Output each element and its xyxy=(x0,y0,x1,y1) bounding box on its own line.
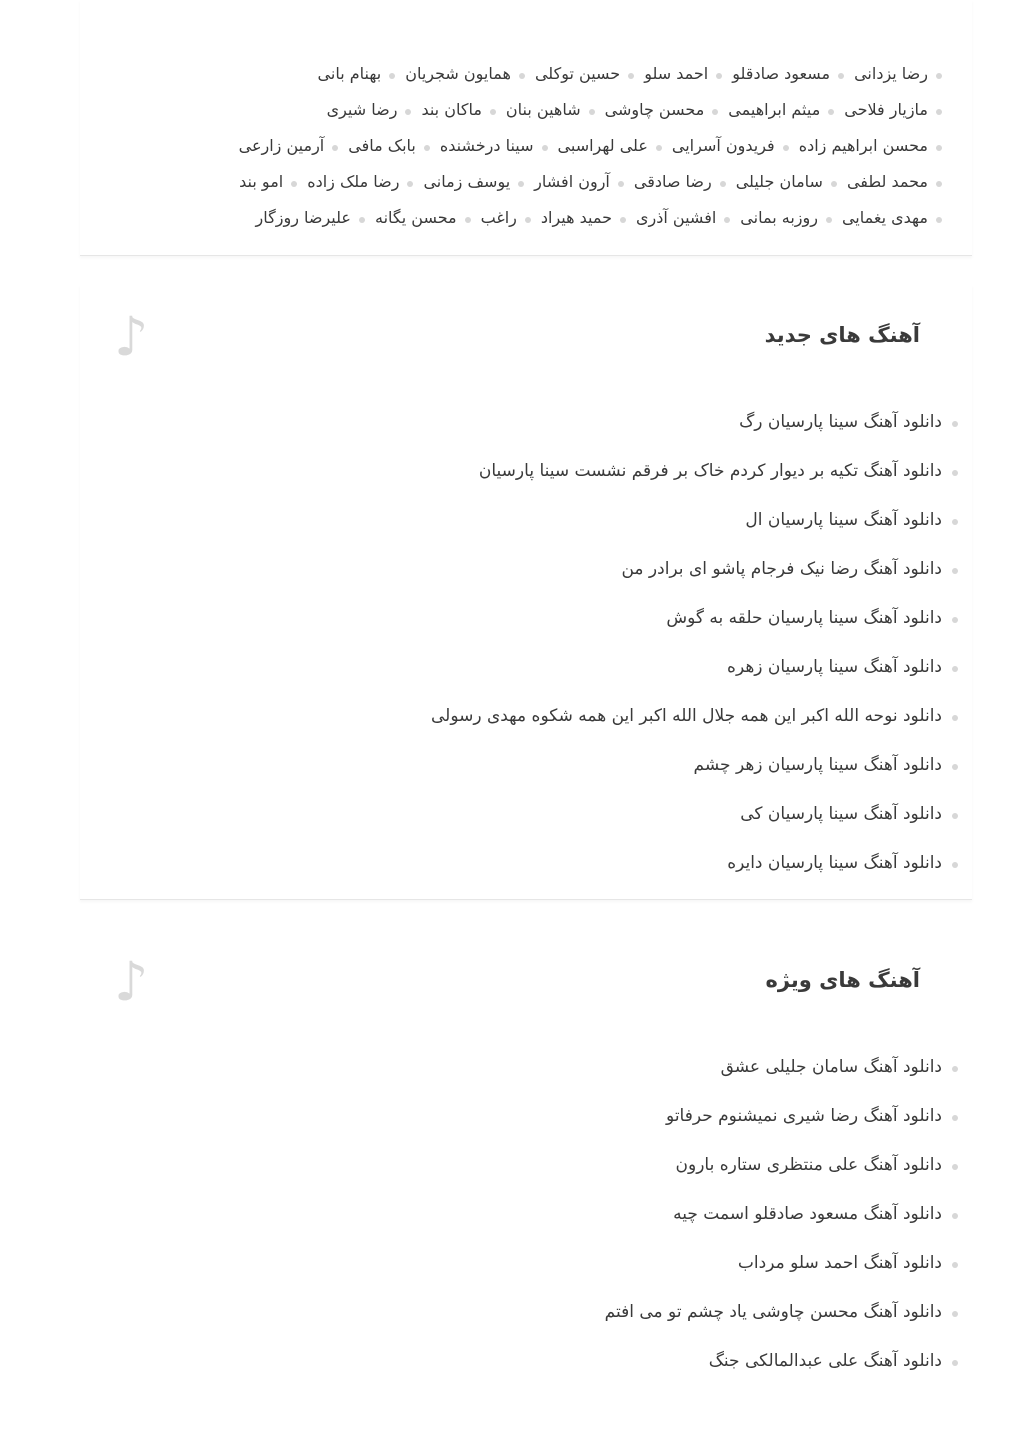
song-link[interactable] xyxy=(431,544,958,593)
bullet-dot-icon xyxy=(407,181,413,187)
artist-link[interactable] xyxy=(799,134,942,158)
bullet-dot-icon xyxy=(518,181,524,187)
artist-link[interactable] xyxy=(405,62,525,86)
artist-link[interactable] xyxy=(348,134,430,158)
artist-row xyxy=(327,98,942,122)
bullet-dot-icon xyxy=(405,109,411,115)
artist-name: بهنام بانی xyxy=(317,64,382,83)
artist-name: علیرضا روزگار xyxy=(255,208,351,227)
bullet-dot-icon xyxy=(716,73,722,79)
artist-name: راغب xyxy=(480,208,517,227)
song-title: دانلود آهنگ سامان جلیلی عشق xyxy=(720,1056,942,1077)
song-link[interactable] xyxy=(605,1042,958,1091)
song-title: دانلود آهنگ سینا پارسیان دایره xyxy=(727,852,942,873)
artist-link[interactable] xyxy=(636,206,730,230)
bullet-dot-icon xyxy=(620,217,626,223)
artist-name: احمد سلو xyxy=(644,64,709,83)
artist-name: روزبه بمانی xyxy=(740,208,818,227)
artist-link[interactable] xyxy=(421,98,495,122)
song-title: دانلود آهنگ محسن چاوشی یاد چشم تو می افتم xyxy=(604,1301,942,1322)
song-title: دانلود نوحه الله اکبر این همه جلال الله اکبر این همه شکوه مهدی رسولی xyxy=(430,705,942,726)
bullet-dot-icon xyxy=(720,181,726,187)
artist-link[interactable] xyxy=(854,62,942,86)
artist-link[interactable] xyxy=(634,170,726,194)
bullet-dot-icon xyxy=(952,421,958,427)
bullet-dot-icon xyxy=(936,181,942,187)
artist-row xyxy=(239,134,942,158)
artist-link[interactable] xyxy=(239,170,297,194)
song-link[interactable] xyxy=(431,495,958,544)
artist-link[interactable] xyxy=(728,98,834,122)
bullet-dot-icon xyxy=(465,217,471,223)
artist-name: رضا شیری xyxy=(326,100,398,119)
artist-link[interactable] xyxy=(558,134,662,158)
bullet-dot-icon xyxy=(838,73,844,79)
bullet-dot-icon xyxy=(936,109,942,115)
bullet-dot-icon xyxy=(936,145,942,151)
artist-link[interactable] xyxy=(541,206,626,230)
artist-link[interactable] xyxy=(506,98,595,122)
song-link[interactable] xyxy=(431,446,958,495)
featured-songs-card xyxy=(80,930,972,1400)
bullet-dot-icon xyxy=(490,109,496,115)
song-link[interactable] xyxy=(431,838,958,887)
artist-name: سینا درخشنده xyxy=(439,136,534,155)
artist-link[interactable] xyxy=(318,62,396,86)
new-songs-card xyxy=(80,285,972,900)
bullet-dot-icon xyxy=(831,181,837,187)
song-link[interactable] xyxy=(431,593,958,642)
bullet-dot-icon xyxy=(952,568,958,574)
bullet-dot-icon xyxy=(952,617,958,623)
song-title: دانلود آهنگ سینا پارسیان رگ xyxy=(739,411,942,432)
song-link[interactable] xyxy=(431,740,958,789)
artist-link[interactable] xyxy=(440,134,548,158)
song-title: دانلود آهنگ سینا پارسیان ال xyxy=(745,509,942,530)
bullet-dot-icon xyxy=(952,1066,958,1072)
bullet-dot-icon xyxy=(952,470,958,476)
artist-link[interactable] xyxy=(327,98,412,122)
song-link[interactable] xyxy=(605,1336,958,1385)
artist-link[interactable] xyxy=(844,98,942,122)
song-title: دانلود آهنگ احمد سلو مرداب xyxy=(737,1252,942,1273)
bullet-dot-icon xyxy=(952,1360,958,1366)
artist-link[interactable] xyxy=(605,98,719,122)
artist-name: امو بند xyxy=(239,172,284,191)
bullet-dot-icon xyxy=(952,1311,958,1317)
bullet-dot-icon xyxy=(783,145,789,151)
bullet-dot-icon xyxy=(628,73,634,79)
artist-name: میثم ابراهیمی xyxy=(728,100,821,119)
song-link[interactable] xyxy=(431,789,958,838)
bullet-dot-icon xyxy=(952,519,958,525)
artist-row xyxy=(256,206,942,230)
artist-link[interactable] xyxy=(535,62,634,86)
artist-name: فریدون آسرایی xyxy=(671,136,775,155)
song-link[interactable] xyxy=(605,1238,958,1287)
song-link[interactable] xyxy=(605,1140,958,1189)
bullet-dot-icon xyxy=(826,217,832,223)
song-link[interactable] xyxy=(605,1287,958,1336)
bullet-dot-icon xyxy=(952,1115,958,1121)
artist-name: مهدی یغمایی xyxy=(841,208,928,227)
song-title: دانلود آهنگ علی عبدالمالکی جنگ xyxy=(708,1350,942,1371)
bullet-dot-icon xyxy=(424,145,430,151)
bullet-dot-icon xyxy=(519,73,525,79)
music-note-icon: ♪ xyxy=(114,950,149,1013)
featured-songs-list xyxy=(605,1042,958,1385)
artist-name: یوسف زمانی xyxy=(423,172,511,191)
bullet-dot-icon xyxy=(936,217,942,223)
artist-name: محسن ابراهیم زاده xyxy=(798,136,928,155)
artist-name: بابک مافی xyxy=(348,136,416,155)
bullet-dot-icon xyxy=(291,181,297,187)
bullet-dot-icon xyxy=(952,1213,958,1219)
artist-link[interactable] xyxy=(307,170,413,194)
artist-row xyxy=(318,62,942,86)
song-title: دانلود آهنگ علی منتظری ستاره بارون xyxy=(675,1154,942,1175)
bullet-dot-icon xyxy=(724,217,730,223)
featured-songs-title: آهنگ های ویژه xyxy=(765,968,920,992)
artist-link[interactable] xyxy=(256,206,365,230)
bullet-dot-icon xyxy=(828,109,834,115)
artist-link[interactable] xyxy=(736,170,837,194)
artists-card xyxy=(80,0,972,256)
bullet-dot-icon xyxy=(618,181,624,187)
song-link[interactable] xyxy=(431,397,958,446)
song-title: دانلود آهنگ رضا شیری نمیشنوم حرفاتو xyxy=(666,1105,942,1126)
bullet-dot-icon xyxy=(589,109,595,115)
new-songs-title: آهنگ های جدید xyxy=(764,323,920,347)
artist-link[interactable] xyxy=(375,206,471,230)
artist-name: آرون افشار xyxy=(534,172,610,191)
artist-name: رضا صادقی xyxy=(633,172,712,191)
bullet-dot-icon xyxy=(359,217,365,223)
song-link[interactable] xyxy=(431,691,958,740)
bullet-dot-icon xyxy=(542,145,548,151)
artist-name: حمید هیراد xyxy=(540,208,612,227)
artist-name: رضا یزدانی xyxy=(854,64,928,83)
artist-name: سامان جلیلی xyxy=(735,172,823,191)
artist-link[interactable] xyxy=(239,134,339,158)
artist-link[interactable] xyxy=(481,206,531,230)
bullet-dot-icon xyxy=(656,145,662,151)
artist-name: شاهین بنان xyxy=(505,100,581,119)
new-songs-list xyxy=(431,397,958,887)
artist-name: آرمین زارعی xyxy=(238,136,325,155)
song-title: دانلود آهنگ مسعود صادقلو اسمت چیه xyxy=(673,1203,942,1224)
artist-name: همایون شجریان xyxy=(405,64,511,83)
bullet-dot-icon xyxy=(952,1164,958,1170)
song-title: دانلود آهنگ تکیه بر دیوار کردم خاک بر فرقم نشست سینا پارسیان xyxy=(478,460,942,481)
bullet-dot-icon xyxy=(952,862,958,868)
bullet-dot-icon xyxy=(952,715,958,721)
bullet-dot-icon xyxy=(952,1262,958,1268)
artist-link[interactable] xyxy=(672,134,789,158)
artist-name: محسن چاوشی xyxy=(604,100,705,119)
bullet-dot-icon xyxy=(712,109,718,115)
song-title: دانلود آهنگ سینا پارسیان زهره xyxy=(727,656,942,677)
bullet-dot-icon xyxy=(525,217,531,223)
artist-link[interactable] xyxy=(644,62,722,86)
artist-link[interactable] xyxy=(534,170,624,194)
artist-name: محمد لطفی xyxy=(846,172,928,191)
artist-name: مسعود صادقلو xyxy=(732,64,831,83)
bullet-dot-icon xyxy=(332,145,338,151)
song-title: دانلود آهنگ سینا پارسیان حلقه به گوش xyxy=(666,607,942,628)
artist-name: رضا ملک زاده xyxy=(307,172,400,191)
artist-name: مازیار فلاحی xyxy=(844,100,928,119)
artist-link[interactable] xyxy=(847,170,942,194)
song-link[interactable] xyxy=(605,1091,958,1140)
artist-link[interactable] xyxy=(842,206,942,230)
song-title: دانلود آهنگ رضا نیک فرجام پاشو ای برادر من xyxy=(621,558,942,579)
bullet-dot-icon xyxy=(952,764,958,770)
artist-name: ماکان بند xyxy=(421,100,482,119)
artist-name: حسین توکلی xyxy=(534,64,621,83)
song-title: دانلود آهنگ سینا پارسیان زهر چشم xyxy=(693,754,942,775)
bullet-dot-icon xyxy=(389,73,395,79)
artist-row xyxy=(239,170,942,194)
song-link[interactable] xyxy=(431,642,958,691)
bullet-dot-icon xyxy=(936,73,942,79)
artist-name: محسن یگانه xyxy=(374,208,457,227)
artist-name: علی لهراسبی xyxy=(557,136,648,155)
artist-link[interactable] xyxy=(740,206,832,230)
bullet-dot-icon xyxy=(952,666,958,672)
artist-name: افشین آذری xyxy=(636,208,717,227)
artist-link[interactable] xyxy=(423,170,524,194)
bullet-dot-icon xyxy=(952,813,958,819)
song-title: دانلود آهنگ سینا پارسیان کی xyxy=(740,803,942,824)
artist-link[interactable] xyxy=(732,62,844,86)
song-link[interactable] xyxy=(605,1189,958,1238)
music-note-icon: ♪ xyxy=(114,305,149,368)
